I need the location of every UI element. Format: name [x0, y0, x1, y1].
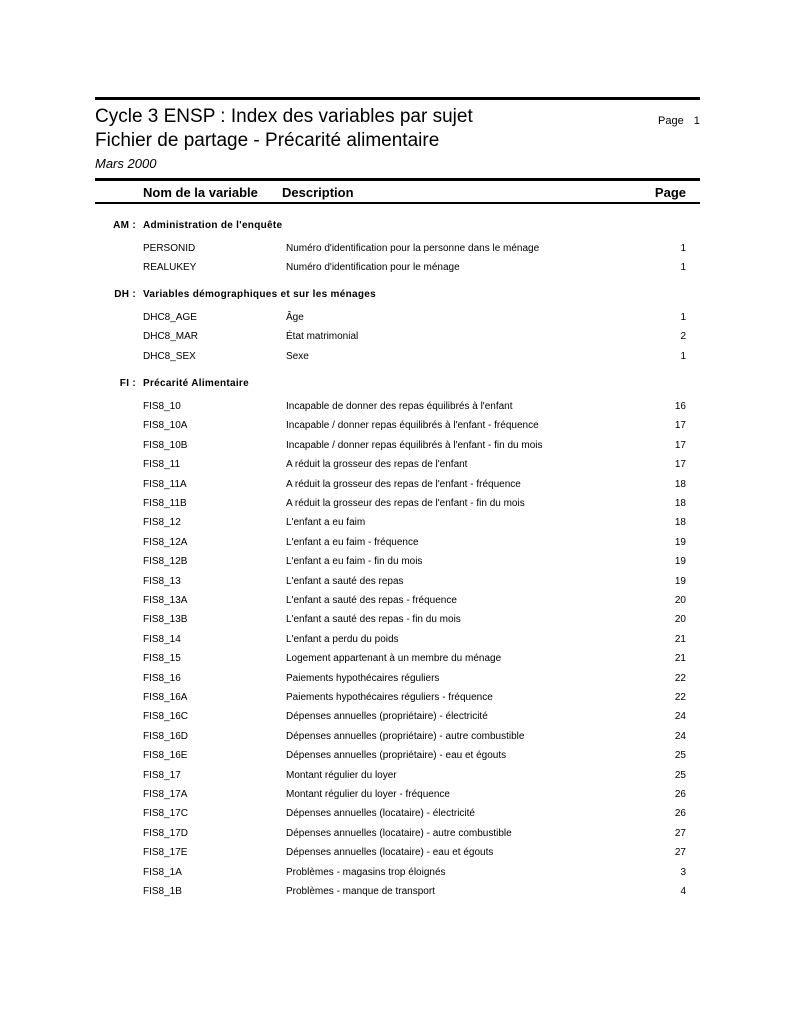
variable-name: FIS8_17 [143, 769, 181, 781]
table-row [0, 886, 791, 902]
table-row [0, 770, 791, 786]
section-header [0, 378, 791, 394]
table-row [0, 711, 791, 727]
table-row [0, 351, 791, 367]
variable-page: 1 [680, 312, 686, 323]
variable-name: FIS8_13A [143, 595, 188, 606]
variable-page: 26 [674, 808, 686, 820]
variable-description: Dépenses annuelles (propriétaire) - autre combustible [286, 730, 525, 742]
table-row [0, 262, 791, 278]
variable-name: FIS8_11B [143, 498, 187, 509]
variable-page: 17 [674, 420, 686, 432]
variable-description: Dépenses annuelles (locataire) - électricité [286, 808, 475, 820]
variable-name: FIS8_12 [143, 517, 181, 529]
variable-name: FIS8_17E [143, 847, 188, 859]
variable-page: 18 [674, 498, 686, 509]
section-title: Variables démographiques et sur les ménages [143, 289, 376, 300]
variable-page: 1 [680, 350, 686, 362]
variable-page: 18 [674, 478, 686, 490]
variable-name: FIS8_11 [143, 459, 181, 471]
variable-name: FIS8_10B [143, 439, 188, 451]
section-header [0, 220, 791, 236]
variable-page: 18 [674, 517, 686, 529]
variable-page: 24 [674, 730, 686, 742]
table-row [0, 653, 791, 669]
variable-page: 21 [674, 653, 686, 665]
table-row [0, 479, 791, 495]
column-header-description: Description [282, 185, 354, 200]
column-header-name: Nom de la variable [143, 185, 258, 200]
variable-name: DHC8_MAR [143, 331, 199, 343]
document-title: Cycle 3 ENSP : Index des variables par sujet [95, 106, 473, 127]
variable-description: Sexe [286, 350, 309, 362]
variable-name: FIS8_13B [143, 614, 188, 626]
table-row [0, 634, 791, 650]
variable-page: 17 [674, 459, 686, 471]
variable-description: État matrimonial [286, 331, 359, 343]
table-row [0, 440, 791, 456]
table-row [0, 595, 791, 611]
variable-name: FIS8_16E [143, 750, 188, 762]
variable-description: Montant régulier du loyer [286, 769, 397, 781]
variable-name: FIS8_17A [143, 789, 188, 800]
variable-page: 3 [680, 866, 686, 878]
table-row [0, 498, 791, 514]
variable-page: 22 [674, 692, 686, 703]
variable-description: Paiements hypothécaires réguliers - fréquence [286, 692, 493, 703]
variable-description: Numéro d'identification pour la personne dans le ménage [286, 243, 540, 254]
variable-name: FIS8_16 [143, 672, 181, 684]
variable-page: 2 [680, 331, 686, 343]
variable-page: 25 [674, 769, 686, 781]
variable-description: L'enfant a sauté des repas - fin du mois [286, 614, 461, 626]
table-row [0, 828, 791, 844]
variable-name: FIS8_1B [143, 886, 182, 897]
table-row [0, 401, 791, 417]
page-indicator [658, 115, 700, 127]
variable-name: FIS8_12B [143, 556, 188, 568]
variable-page: 27 [674, 827, 686, 839]
variable-description: Problèmes - magasins trop éloignés [286, 866, 446, 878]
variable-description: Montant régulier du loyer - fréquence [286, 789, 450, 800]
variable-page: 22 [674, 672, 686, 684]
table-row [0, 331, 791, 347]
table-row [0, 459, 791, 475]
variable-page: 27 [674, 847, 686, 859]
table-row [0, 867, 791, 883]
variable-description: L'enfant a eu faim - fin du mois [286, 556, 423, 568]
variable-description: Dépenses annuelles (propriétaire) - électricité [286, 711, 488, 723]
table-row [0, 556, 791, 572]
variable-name: FIS8_10 [143, 401, 181, 412]
table-row [0, 576, 791, 592]
section-code: AM : [113, 220, 136, 231]
variable-name: FIS8_16C [143, 711, 189, 723]
table-row [0, 750, 791, 766]
variable-name: FIS8_14 [143, 633, 181, 645]
section-code: FI : [119, 378, 136, 389]
top-rule [95, 97, 700, 100]
header-rule-bottom [95, 202, 700, 204]
section-title: Précarité Alimentaire [143, 378, 249, 389]
variable-description: L'enfant a perdu du poids [286, 633, 399, 645]
variable-page: 20 [674, 595, 686, 606]
variable-name: FIS8_15 [143, 653, 181, 665]
variable-page: 19 [674, 556, 686, 568]
variable-name: PERSONID [143, 243, 196, 254]
table-row [0, 614, 791, 630]
variable-name: FIS8_16A [143, 692, 188, 703]
table-row [0, 673, 791, 689]
variable-page: 21 [674, 633, 686, 645]
document-subtitle: Fichier de partage - Précarité alimentaire [95, 130, 440, 151]
table-row [0, 789, 791, 805]
variable-page: 1 [680, 243, 686, 254]
variable-name: FIS8_13 [143, 575, 181, 587]
table-row [0, 731, 791, 747]
variable-description: Incapable de donner des repas équilibrés à l'enfant [286, 401, 513, 412]
variable-name: DHC8_AGE [143, 312, 197, 323]
variable-name: FIS8_11A [143, 478, 187, 490]
variable-description: Paiements hypothécaires réguliers [286, 672, 440, 684]
variable-page: 19 [674, 575, 686, 587]
variable-name: FIS8_12A [143, 536, 188, 548]
section-header [0, 289, 791, 305]
section-title: Administration de l'enquête [143, 220, 283, 231]
variable-name: FIS8_1A [143, 866, 182, 878]
variable-description: Incapable / donner repas équilibrés à l'enfant - fréquence [286, 420, 539, 432]
variable-page: 1 [680, 262, 686, 274]
variable-description: L'enfant a eu faim - fréquence [286, 536, 419, 548]
document-date: Mars 2000 [95, 156, 157, 171]
variable-description: Âge [286, 312, 304, 323]
variable-page: 16 [674, 401, 686, 412]
variable-description: Dépenses annuelles (locataire) - autre combustible [286, 827, 512, 839]
variable-page: 24 [674, 711, 686, 723]
table-row [0, 847, 791, 863]
variable-name: FIS8_17D [143, 827, 189, 839]
variable-name: FIS8_17C [143, 808, 189, 820]
variable-page: 17 [674, 439, 686, 451]
variable-page: 26 [674, 789, 686, 800]
table-row [0, 420, 791, 436]
variable-description: L'enfant a eu faim [286, 517, 366, 529]
page-number: 1 [693, 115, 700, 127]
variable-description: Incapable / donner repas équilibrés à l'enfant - fin du mois [286, 439, 543, 451]
variable-description: Dépenses annuelles (propriétaire) - eau et égouts [286, 750, 507, 762]
table-row [0, 808, 791, 824]
page-label: Page [658, 115, 684, 127]
variable-description: L'enfant a sauté des repas - fréquence [286, 595, 457, 606]
table-row [0, 692, 791, 708]
variable-name: FIS8_10A [143, 420, 188, 432]
section-code: DH : [114, 289, 136, 300]
variable-name: DHC8_SEX [143, 350, 196, 362]
table-row [0, 537, 791, 553]
variable-name: REALUKEY [143, 262, 197, 274]
variable-description: Problèmes - manque de transport [286, 886, 435, 897]
variable-description: A réduit la grosseur des repas de l'enfant [286, 459, 468, 471]
column-header-page: Page [654, 185, 686, 200]
variable-page: 25 [674, 750, 686, 762]
table-row [0, 243, 791, 259]
variable-page: 19 [674, 536, 686, 548]
variable-description: Dépenses annuelles (locataire) - eau et égouts [286, 847, 494, 859]
variable-description: A réduit la grosseur des repas de l'enfant - fin du mois [286, 498, 525, 509]
variable-description: Numéro d'identification pour le ménage [286, 262, 460, 274]
header-rule-top [95, 178, 700, 181]
table-row [0, 312, 791, 328]
variable-page: 20 [674, 614, 686, 626]
table-row [0, 517, 791, 533]
variable-page: 4 [680, 886, 686, 897]
variable-description: A réduit la grosseur des repas de l'enfant - fréquence [286, 478, 521, 490]
variable-description: L'enfant a sauté des repas [286, 575, 404, 587]
variable-description: Logement appartenant à un membre du ménage [286, 653, 502, 665]
variable-name: FIS8_16D [143, 730, 189, 742]
